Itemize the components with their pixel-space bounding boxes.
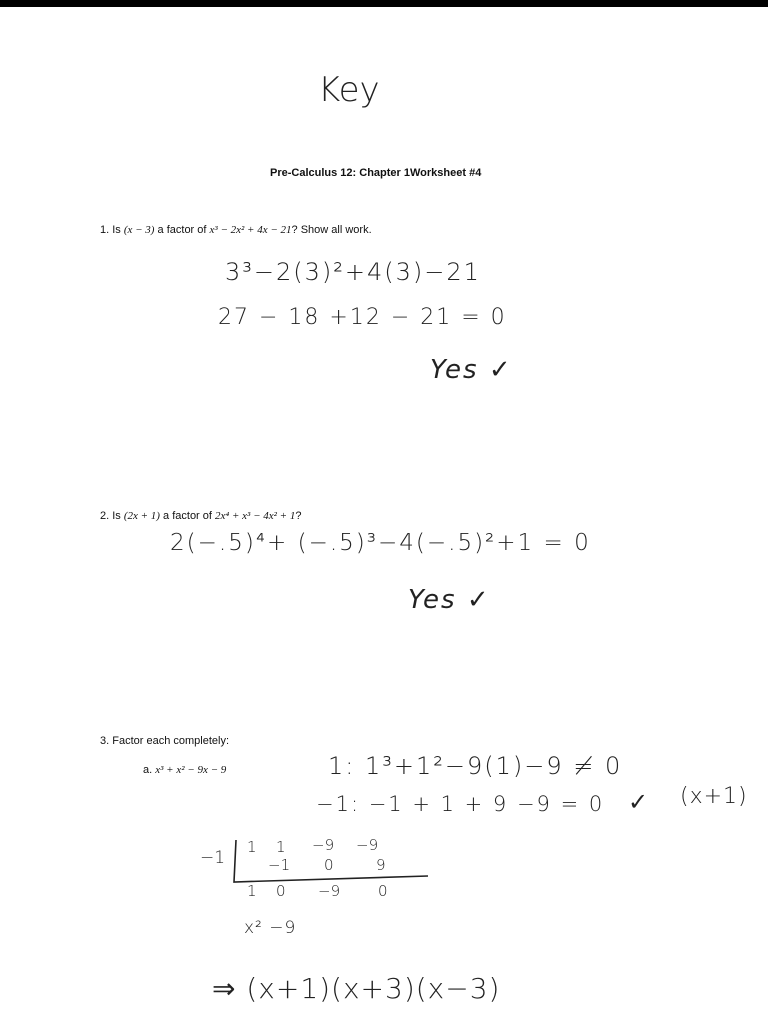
synthetic-row1-c4: −9 [356,836,379,854]
q3-quotient: x² −9 [244,918,297,938]
synthetic-row3-c4: 0 [378,882,388,900]
q3-test-plus-one: 1: 1³+1²−9(1)−9 ≠ 0 [328,752,623,780]
q3-test-minus-one: −1: −1 + 1 + 9 −9 = 0 [316,792,605,816]
synthetic-row2-c3: 0 [324,856,334,874]
scan-top-border [0,0,768,7]
synthetic-row3-c3: −9 [318,882,341,900]
synthetic-divisor: −1 [200,848,226,868]
synthetic-row1-c3: −9 [312,836,335,854]
synthetic-row3-c2: 0 [276,882,286,900]
q1-work-line2: 27 − 18 +12 − 21 = 0 [218,305,507,330]
q3-prompt: 3. Factor each completely: [100,735,230,747]
synthetic-row2-c4: 9 [376,856,386,874]
q3-found-factor: (x+1) [680,784,748,809]
worksheet-title: Pre-Calculus 12: Chapter 1Worksheet #4 [270,167,482,179]
q1-answer: Yes ✓ [430,355,513,385]
q2-answer: Yes ✓ [408,585,491,615]
q3-part-a: a. x³ + x² − 9x − 9 [143,764,227,776]
q1-prompt: 1. Is (x − 3) a factor of x³ − 2x² + 4x − 21? Show all work. [100,224,372,236]
synthetic-row2-c2: −1 [268,856,291,874]
q3-final-factorization: ⇒ (x+1)(x+3)(x−3) [212,972,501,1005]
synthetic-row3-c1: 1 [247,882,257,900]
synthetic-row1-c1: 1 [247,838,257,856]
q2-prompt: 2. Is (2x + 1) a factor of 2x⁴ + x³ − 4x² + 1? [100,510,302,522]
q1-work-line1: 3³−2(3)²+4(3)−21 [225,258,481,286]
key-label: Key [318,70,380,110]
synthetic-row1-c2: 1 [276,838,286,856]
q3-check-mark: ✓ [628,788,651,816]
q2-work-line1: 2(−.5)⁴+ (−.5)³−4(−.5)²+1 = 0 [170,530,591,556]
